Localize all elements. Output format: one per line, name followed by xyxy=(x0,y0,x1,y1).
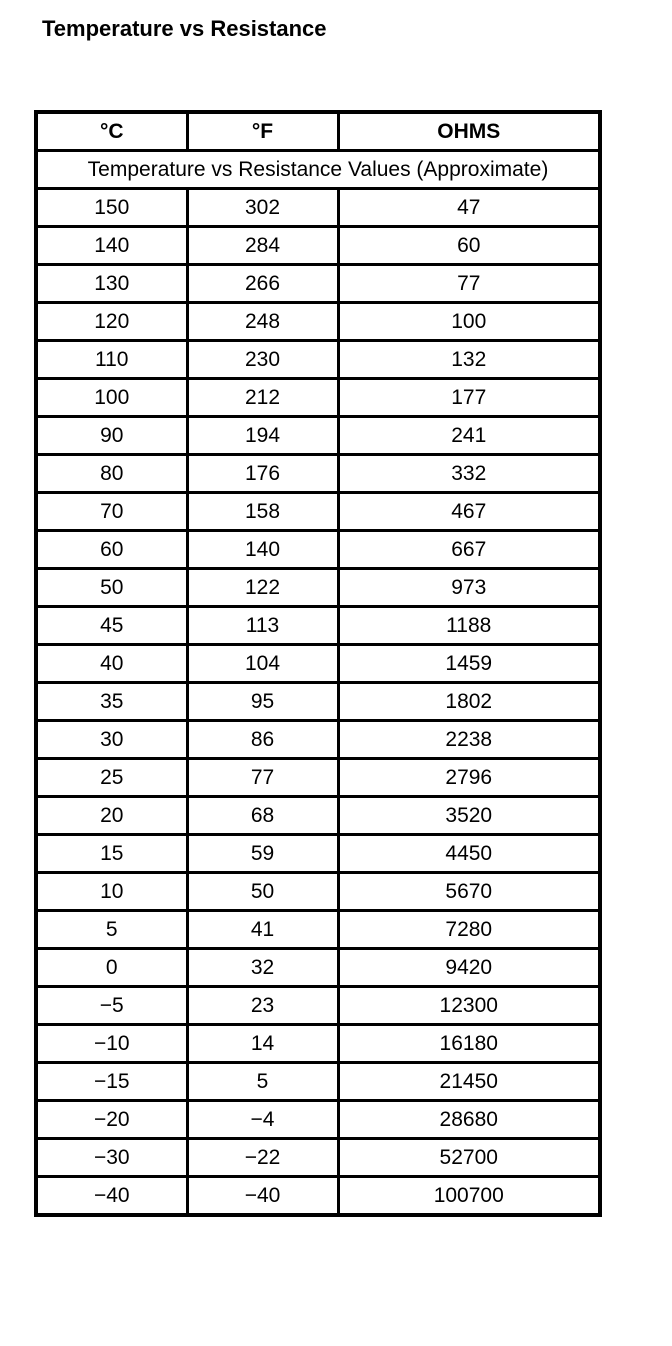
table-row xyxy=(36,455,600,493)
table-row xyxy=(36,1139,600,1177)
fahrenheit-cell: 284 xyxy=(187,227,338,265)
ohms-cell: 28680 xyxy=(338,1101,600,1139)
fahrenheit-cell: 59 xyxy=(187,835,338,873)
ohms-cell: 4450 xyxy=(338,835,600,873)
fahrenheit-cell: 32 xyxy=(187,949,338,987)
table-row xyxy=(36,379,600,417)
celsius-cell: −10 xyxy=(36,1025,187,1063)
table-row xyxy=(36,265,600,303)
ohms-cell: 177 xyxy=(338,379,600,417)
table-header-row xyxy=(36,112,600,151)
column-header-fahrenheit: °F xyxy=(187,112,338,151)
table-note-row xyxy=(36,151,600,189)
fahrenheit-cell: −4 xyxy=(187,1101,338,1139)
table-body xyxy=(36,151,600,1216)
celsius-cell: 25 xyxy=(36,759,187,797)
fahrenheit-cell: −40 xyxy=(187,1177,338,1216)
celsius-cell: −40 xyxy=(36,1177,187,1216)
table-row xyxy=(36,531,600,569)
column-header-ohms: OHMS xyxy=(338,112,600,151)
celsius-cell: 140 xyxy=(36,227,187,265)
ohms-cell: 332 xyxy=(338,455,600,493)
celsius-cell: 100 xyxy=(36,379,187,417)
table-row xyxy=(36,417,600,455)
fahrenheit-cell: 68 xyxy=(187,797,338,835)
ohms-cell: 2238 xyxy=(338,721,600,759)
ohms-cell: 132 xyxy=(338,341,600,379)
fahrenheit-cell: 86 xyxy=(187,721,338,759)
celsius-cell: 15 xyxy=(36,835,187,873)
table-row xyxy=(36,645,600,683)
fahrenheit-cell: 50 xyxy=(187,873,338,911)
fahrenheit-cell: −22 xyxy=(187,1139,338,1177)
table-row xyxy=(36,1177,600,1216)
ohms-cell: 47 xyxy=(338,189,600,227)
celsius-cell: 50 xyxy=(36,569,187,607)
celsius-cell: 5 xyxy=(36,911,187,949)
fahrenheit-cell: 266 xyxy=(187,265,338,303)
table-row xyxy=(36,987,600,1025)
celsius-cell: −5 xyxy=(36,987,187,1025)
ohms-cell: 1802 xyxy=(338,683,600,721)
celsius-cell: −15 xyxy=(36,1063,187,1101)
table-row xyxy=(36,797,600,835)
table-row xyxy=(36,493,600,531)
table-row xyxy=(36,721,600,759)
ohms-cell: 21450 xyxy=(338,1063,600,1101)
table-note: Temperature vs Resistance Values (Approximate) xyxy=(36,151,600,189)
ohms-cell: 7280 xyxy=(338,911,600,949)
celsius-cell: 45 xyxy=(36,607,187,645)
table-row xyxy=(36,189,600,227)
fahrenheit-cell: 95 xyxy=(187,683,338,721)
celsius-cell: 70 xyxy=(36,493,187,531)
table-row xyxy=(36,1025,600,1063)
table-row xyxy=(36,1063,600,1101)
ohms-cell: 467 xyxy=(338,493,600,531)
fahrenheit-cell: 140 xyxy=(187,531,338,569)
fahrenheit-cell: 248 xyxy=(187,303,338,341)
celsius-cell: 35 xyxy=(36,683,187,721)
fahrenheit-cell: 14 xyxy=(187,1025,338,1063)
table-row xyxy=(36,1101,600,1139)
ohms-cell: 100 xyxy=(338,303,600,341)
table-row xyxy=(36,949,600,987)
celsius-cell: 30 xyxy=(36,721,187,759)
ohms-cell: 1459 xyxy=(338,645,600,683)
ohms-cell: 60 xyxy=(338,227,600,265)
celsius-cell: 60 xyxy=(36,531,187,569)
ohms-cell: 667 xyxy=(338,531,600,569)
ohms-cell: 100700 xyxy=(338,1177,600,1216)
celsius-cell: 20 xyxy=(36,797,187,835)
ohms-cell: 9420 xyxy=(338,949,600,987)
celsius-cell: 0 xyxy=(36,949,187,987)
celsius-cell: 10 xyxy=(36,873,187,911)
ohms-cell: 3520 xyxy=(338,797,600,835)
table-row xyxy=(36,759,600,797)
celsius-cell: 40 xyxy=(36,645,187,683)
fahrenheit-cell: 302 xyxy=(187,189,338,227)
celsius-cell: 130 xyxy=(36,265,187,303)
ohms-cell: 16180 xyxy=(338,1025,600,1063)
celsius-cell: 150 xyxy=(36,189,187,227)
page-title: Temperature vs Resistance xyxy=(42,16,327,41)
fahrenheit-cell: 122 xyxy=(187,569,338,607)
resistance-table xyxy=(34,110,602,1217)
fahrenheit-cell: 41 xyxy=(187,911,338,949)
ohms-cell: 241 xyxy=(338,417,600,455)
ohms-cell: 5670 xyxy=(338,873,600,911)
table-row xyxy=(36,341,600,379)
table-row xyxy=(36,227,600,265)
celsius-cell: 120 xyxy=(36,303,187,341)
celsius-cell: 80 xyxy=(36,455,187,493)
ohms-cell: 77 xyxy=(338,265,600,303)
fahrenheit-cell: 194 xyxy=(187,417,338,455)
celsius-cell: 90 xyxy=(36,417,187,455)
fahrenheit-cell: 23 xyxy=(187,987,338,1025)
table-row xyxy=(36,835,600,873)
ohms-cell: 2796 xyxy=(338,759,600,797)
fahrenheit-cell: 230 xyxy=(187,341,338,379)
ohms-cell: 12300 xyxy=(338,987,600,1025)
fahrenheit-cell: 104 xyxy=(187,645,338,683)
table-row xyxy=(36,873,600,911)
ohms-cell: 52700 xyxy=(338,1139,600,1177)
fahrenheit-cell: 113 xyxy=(187,607,338,645)
table-row xyxy=(36,569,600,607)
ohms-cell: 1188 xyxy=(338,607,600,645)
table-row xyxy=(36,683,600,721)
table-row xyxy=(36,303,600,341)
celsius-cell: 110 xyxy=(36,341,187,379)
table-row xyxy=(36,607,600,645)
fahrenheit-cell: 77 xyxy=(187,759,338,797)
fahrenheit-cell: 212 xyxy=(187,379,338,417)
ohms-cell: 973 xyxy=(338,569,600,607)
celsius-cell: −30 xyxy=(36,1139,187,1177)
fahrenheit-cell: 176 xyxy=(187,455,338,493)
fahrenheit-cell: 5 xyxy=(187,1063,338,1101)
fahrenheit-cell: 158 xyxy=(187,493,338,531)
column-header-celsius: °C xyxy=(36,112,187,151)
celsius-cell: −20 xyxy=(36,1101,187,1139)
table-row xyxy=(36,911,600,949)
